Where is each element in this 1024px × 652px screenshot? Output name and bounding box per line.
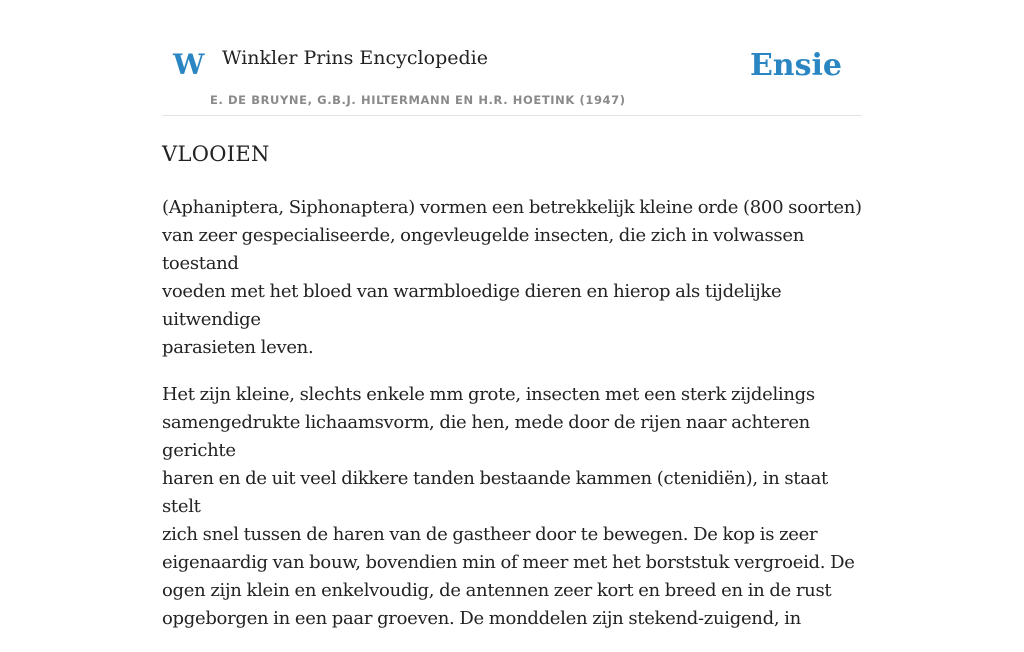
article-paragraph-2: Het zijn kleine, slechts enkele mm grote, insecten met een sterk zijdelings samengedrukte lichaamsvorm, die hen, mede door de rijen naar achteren gerichte haren en de uit veel dikkere tanden bestaande kammen (ctenidiën), in staat stelt zich snel tussen de haren van de gastheer door te bewegen. De kop is zeer eigenaardig van bouw, bovendien min of meer met het borststuk vergroeid. De ogen zijn klein en enkelvoudig, de antennen zeer kort en breed en in de rust opgeborgen in een paar groeven. De monddelen zijn stekend-zuigend, in bbox=[162, 384, 855, 629]
page-header bbox=[162, 0, 862, 116]
source-title[interactable]: Winkler Prins Encyclopedie bbox=[222, 47, 488, 69]
source-authors: E. DE BRUYNE, G.B.J. HILTERMANN EN H.R. HOETINK (1947) bbox=[210, 93, 626, 107]
article-title: VLOOIEN bbox=[162, 142, 270, 166]
winkler-prins-logo[interactable]: W bbox=[173, 48, 205, 81]
ensie-logo[interactable]: Ensie bbox=[749, 48, 842, 83]
article bbox=[162, 138, 862, 652]
article-paragraph-1: (Aphaniptera, Siphonaptera) vormen een betrekkelijk kleine orde (800 soorten) van zeer gespecialiseerde, ongevleugelde insecten, die zich in volwassen toestand voeden met het bloed van warmbloedige dieren en hierop als tijdelijke uitwendige parasieten leven. bbox=[162, 197, 862, 358]
